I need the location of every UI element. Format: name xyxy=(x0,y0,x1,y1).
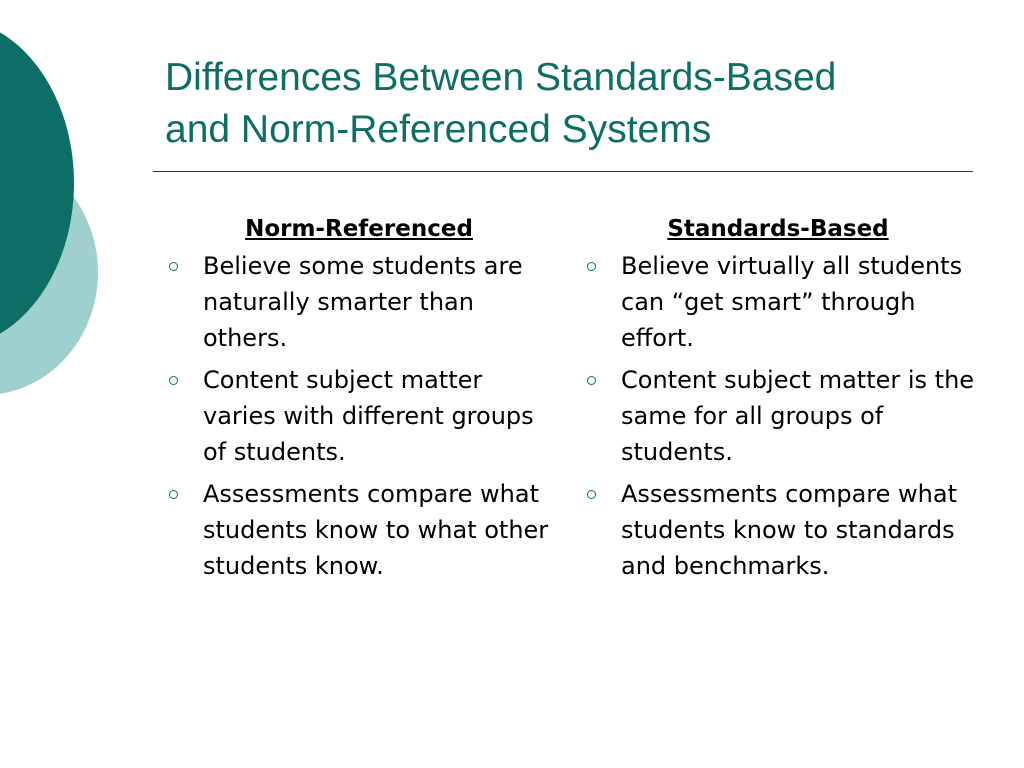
bullet-text: Content subject matter is the same for all groups of students. xyxy=(621,366,975,466)
bullet-item xyxy=(578,362,978,470)
slide-title-line-1: Differences Between Standards-Based xyxy=(165,56,837,99)
column-heading: Standards-Based xyxy=(667,216,889,242)
column-heading: Norm-Referenced xyxy=(245,216,473,242)
bullet-text: Believe virtually all students can “get smart” through effort. xyxy=(621,252,963,352)
bullet-text: Believe some students are naturally smarter than others. xyxy=(203,252,523,352)
hollow-circle-icon xyxy=(587,376,596,385)
slide-title-line-2: and Norm-Referenced Systems xyxy=(165,108,712,151)
title-divider xyxy=(153,171,973,172)
bullet-text: Assessments compare what students know to standards and benchmarks. xyxy=(621,480,957,580)
bullet-item xyxy=(160,362,552,470)
slide-title xyxy=(165,52,985,156)
bullet-text: Assessments compare what students know to what other students know. xyxy=(203,480,549,580)
bullet-list xyxy=(578,248,978,584)
hollow-circle-icon xyxy=(587,262,596,271)
bullet-item xyxy=(160,476,552,584)
bullet-item xyxy=(578,248,978,356)
hollow-circle-icon xyxy=(169,490,178,499)
column-norm-referenced xyxy=(160,212,552,590)
bullet-item xyxy=(578,476,978,584)
column-standards-based xyxy=(578,212,978,590)
bullet-item xyxy=(160,248,552,356)
bullet-text: Content subject matter varies with different groups of students. xyxy=(203,366,534,466)
hollow-circle-icon xyxy=(169,376,178,385)
bullet-list xyxy=(160,248,552,584)
hollow-circle-icon xyxy=(169,262,178,271)
hollow-circle-icon xyxy=(587,490,596,499)
